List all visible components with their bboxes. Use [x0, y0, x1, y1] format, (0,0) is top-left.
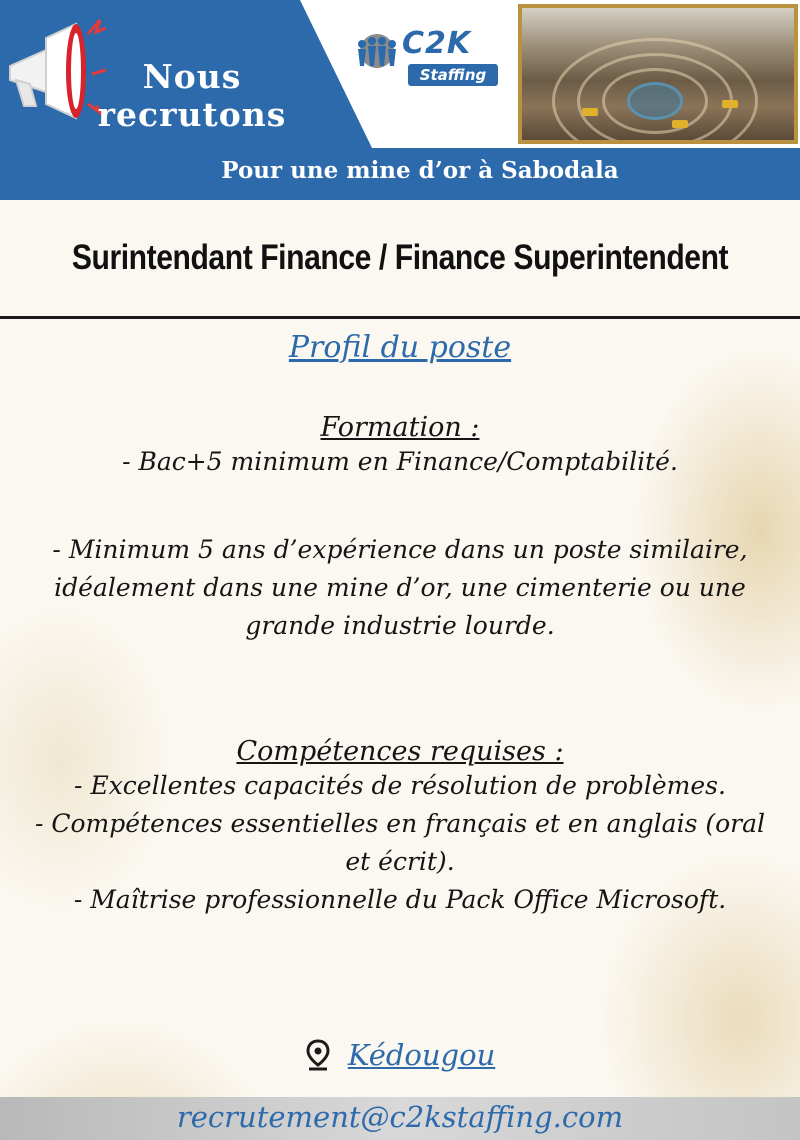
location-label: Kédougou [347, 1038, 496, 1072]
experience-line: - Minimum 5 ans d’expérience dans un poste similaire, [52, 535, 748, 564]
skills-line: - Excellentes capacités de résolution de problèmes. [74, 771, 726, 800]
formation-heading: Formation : [320, 412, 480, 443]
logo-people-icon [350, 32, 404, 70]
formation-section [30, 412, 770, 481]
mine-photo [518, 4, 798, 144]
experience-line: idéalement dans une mine d’or, une cimenterie ou une [54, 573, 746, 602]
header-subtitle: Pour une mine d’or à Sabodala [221, 157, 619, 184]
skills-section [30, 736, 770, 919]
profile-heading: Profil du poste [288, 330, 512, 365]
skills-line: - Maîtrise professionnelle du Pack Office Microsoft. [73, 885, 727, 914]
headline-line-2: recrutons [97, 95, 287, 134]
logo-subtitle: Staffing [408, 64, 498, 86]
location-pin-icon [305, 1039, 331, 1071]
location [0, 1038, 800, 1072]
title-divider [0, 316, 800, 319]
contact-email-link[interactable]: recrutement@c2kstaffing.com [176, 1100, 624, 1134]
formation-line: - Bac+5 minimum en Finance/Comptabilité. [122, 447, 678, 476]
headline-line-1: Nous [142, 57, 242, 96]
skills-heading: Compétences requises : [236, 736, 564, 767]
c2k-logo [350, 26, 500, 86]
skills-line: et écrit). [345, 847, 455, 876]
logo-wordmark: C2K [402, 26, 472, 61]
experience-section [30, 531, 770, 645]
header-banner [0, 0, 800, 200]
job-title: Surintendant Finance / Finance Superintendent [71, 238, 729, 277]
recruiting-headline [82, 58, 302, 134]
skills-line: - Compétences essentielles en français et en anglais (oral [34, 809, 766, 838]
experience-line: grande industrie lourde. [245, 611, 555, 640]
